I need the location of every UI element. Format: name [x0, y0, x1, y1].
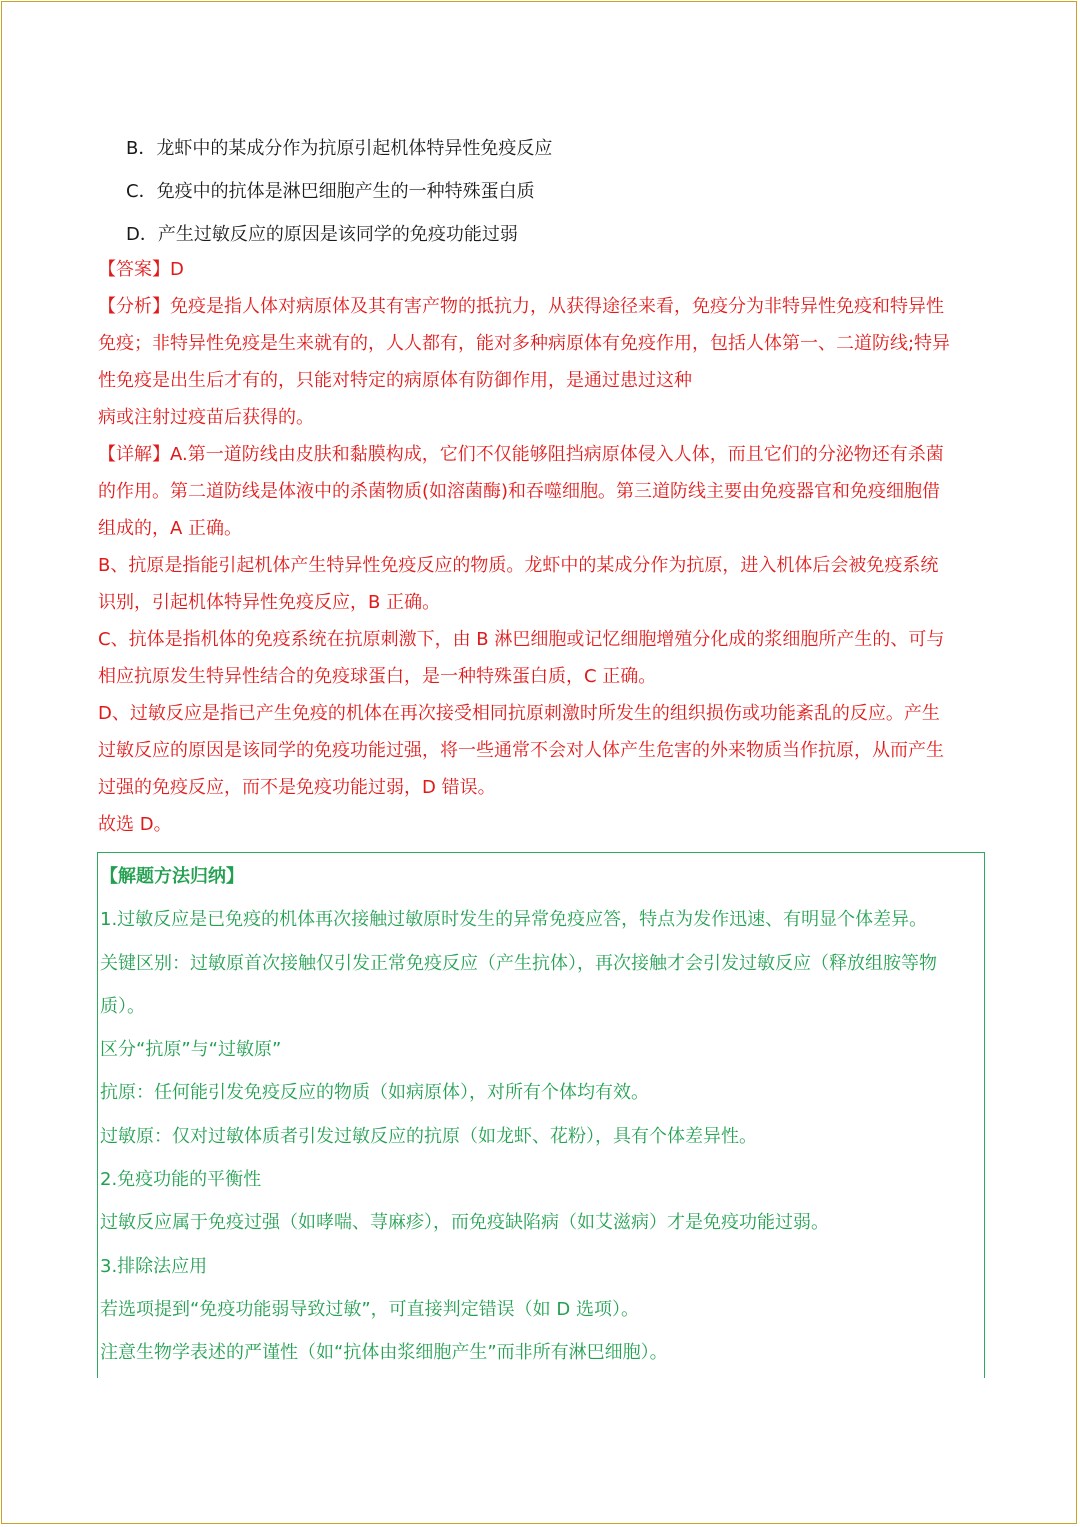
- summary-line: 3.排除法应用: [100, 1255, 208, 1277]
- summary-content: [100, 855, 984, 1375]
- analysis-line: 免疫；非特异性免疫是生来就有的，人人都有，能对多种病原体有免疫作用，包括人体第一、二道防线;特异: [98, 333, 951, 354]
- option-d: D．产生过敏反应的原因是该同学的免疫功能过弱: [126, 224, 518, 245]
- detail-label: 【详解】: [98, 444, 170, 465]
- detail-line: 组成的，A 正确。: [98, 518, 243, 539]
- summary-line: 2.免疫功能的平衡性: [100, 1169, 262, 1191]
- detail-line: [98, 436, 988, 473]
- summary-line: 质）。: [100, 995, 145, 1017]
- detail-line: 的作用。第二道防线是体液中的杀菌物质(如溶菌酶)和吞噬细胞。第三道防线主要由免疫器官和免疫细胞借: [98, 481, 941, 502]
- summary-line: 1.过敏反应是已免疫的机体再次接触过敏原时发生的异常免疫应答，特点为发作迅速、有明显个体差异。: [100, 909, 928, 931]
- detail-text: A.第一道防线由皮肤和黏膜构成，它们不仅能够阻挡病原体侵入人体，而且它们的分泌物还有杀菌: [170, 444, 944, 465]
- answer-label: 【答案】: [98, 259, 170, 280]
- detail-line: 故选 D。: [98, 814, 172, 835]
- analysis-text: 免疫是指人体对病原体及其有害产物的抵抗力，从获得途径来看，免疫分为非特异性免疫和特异性: [170, 296, 944, 317]
- summary-line: 若选项提到“免疫功能弱导致过敏”，可直接判定错误（如 D 选项）。: [100, 1298, 639, 1320]
- analysis-label: 【分析】: [98, 296, 170, 317]
- summary-line: 注意生物学表述的严谨性（如“抗体由浆细胞产生”而非所有淋巴细胞）。: [100, 1342, 668, 1364]
- summary-line: 关键区别：过敏原首次接触仅引发正常免疫反应（产生抗体），再次接触才会引发过敏反应（释放组胺等物: [100, 952, 937, 974]
- summary-title: 【解题方法归纳】: [100, 866, 244, 887]
- analysis-line: 病或注射过疫苗后获得的。: [98, 407, 314, 428]
- answer-line: [98, 251, 988, 288]
- summary-box: [97, 852, 985, 1378]
- summary-line: 区分“抗原”与“过敏原”: [100, 1039, 282, 1061]
- answer-explanation: [98, 251, 988, 843]
- detail-line: 相应抗原发生特异性结合的免疫球蛋白，是一种特殊蛋白质，C 正确。: [98, 666, 657, 687]
- detail-line: 过强的免疫反应，而不是免疫功能过弱，D 错误。: [98, 777, 496, 798]
- detail-line: 识别，引起机体特异性免疫反应，B 正确。: [98, 592, 441, 613]
- analysis-line: [98, 288, 988, 325]
- analysis-line: 性免疫是出生后才有的，只能对特定的病原体有防御作用，是通过患过这种: [98, 370, 692, 391]
- detail-line: B、抗原是指能引起机体产生特异性免疫反应的物质。龙虾中的某成分作为抗原，进入机体后会被免疫系统: [98, 555, 939, 576]
- option-c: C．免疫中的抗体是淋巴细胞产生的一种特殊蛋白质: [126, 181, 535, 202]
- option-b: B．龙虾中的某成分作为抗原引起机体特异性免疫反应: [126, 138, 553, 159]
- detail-line: 过敏反应的原因是该同学的免疫功能过强，将一些通常不会对人体产生危害的外来物质当作抗原，从而产生: [98, 740, 944, 761]
- detail-line: D、过敏反应是指已产生免疫的机体在再次接受相同抗原刺激时所发生的组织损伤或功能紊乱的反应。产生: [98, 703, 940, 724]
- detail-line: C、抗体是指机体的免疫系统在抗原刺激下，由 B 淋巴细胞或记忆细胞增殖分化成的浆细胞所产生的、可与: [98, 629, 945, 650]
- summary-line: 过敏原：仅对过敏体质者引发过敏反应的抗原（如龙虾、花粉），具有个体差异性。: [100, 1125, 757, 1147]
- answer-value: D: [170, 259, 184, 280]
- summary-line: 抗原：任何能引发免疫反应的物质（如病原体），对所有个体均有效。: [100, 1082, 649, 1104]
- summary-line: 过敏反应属于免疫过强（如哮喘、荨麻疹），而免疫缺陷病（如艾滋病）才是免疫功能过弱。: [100, 1212, 829, 1234]
